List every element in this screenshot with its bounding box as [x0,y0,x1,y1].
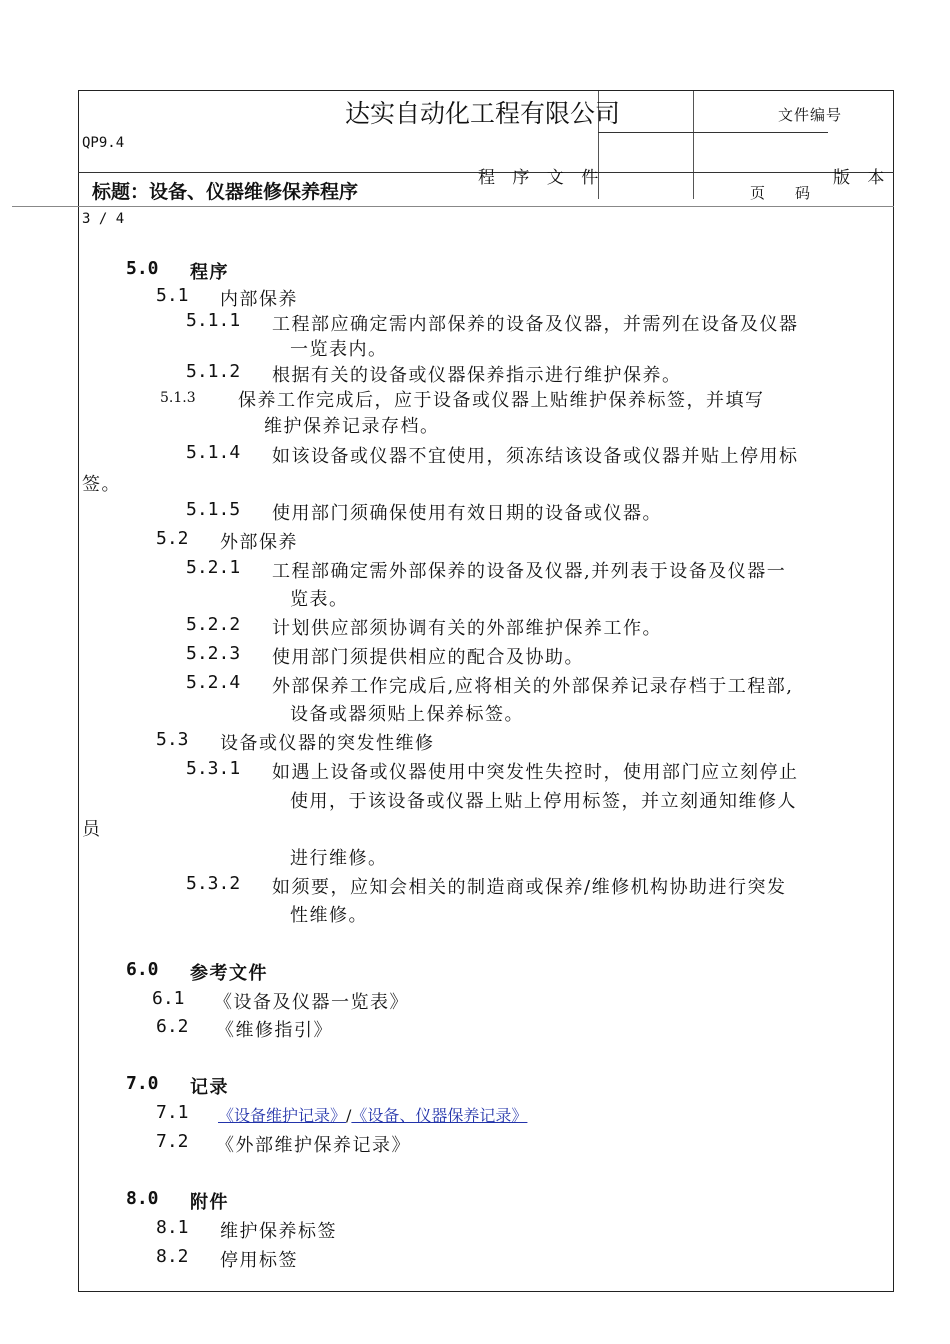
section-6-title: 参考文件 [190,963,268,984]
section-5-1-3-number: 5.1.3 [160,390,196,406]
section-8-1-number: 8.1 [156,1217,189,1238]
section-8-1-text: 维护保养标签 [220,1221,337,1242]
section-6-2-text: 《维修指引》 [216,1020,333,1041]
section-7-1-number: 7.1 [156,1102,189,1123]
version-label: 版 本 [833,168,891,188]
section-6-2-number: 6.2 [156,1016,189,1037]
section-5-1-1-line1: 工程部应确定需内部保养的设备及仪器，并需列在设备及仪器 [272,314,799,335]
section-6-1-text: 《设备及仪器一览表》 [214,992,409,1013]
section-5-2-title: 外部保养 [220,532,298,553]
section-8-title: 附件 [190,1192,229,1213]
section-5-2-1-number: 5.2.1 [186,557,241,578]
section-7-2-number: 7.2 [156,1131,189,1152]
section-5-3-1-line2: 使用，于该设备或仪器上贴上停用标签，并立刻通知维修人 [290,791,797,812]
section-5-title: 程序 [190,262,229,283]
section-5-1-3-line1: 保养工作完成后，应于设备或仪器上贴维护保养标签，并填写 [238,390,765,411]
section-5-3-1-number: 5.3.1 [186,758,241,779]
section-7-1-links [218,1103,527,1126]
section-5-1-title: 内部保养 [220,289,298,310]
section-5-3-1-line4: 进行维修。 [290,848,388,869]
link-separator: / [346,1106,352,1125]
section-8-2-text: 停用标签 [220,1250,298,1271]
section-5-2-3-number: 5.2.3 [186,643,241,664]
section-5-1-4-number: 5.1.4 [186,442,241,463]
section-5-1-5-text: 使用部门须确保使用有效日期的设备或仪器。 [272,503,662,524]
page-value: 3 / 4 [82,211,125,227]
section-5-number: 5.0 [126,258,159,279]
section-8-number: 8.0 [126,1188,159,1209]
section-5-1-2-text: 根据有关的设备或仪器保养指示进行维护保养。 [272,365,682,386]
section-5-2-3-text: 使用部门须提供相应的配合及协助。 [272,647,584,668]
section-5-1-3-line2: 维护保养记录存档。 [264,416,440,437]
section-5-2-2-number: 5.2.2 [186,614,241,635]
section-5-2-number: 5.2 [156,528,189,549]
section-7-2-text: 《外部维护保养记录》 [216,1135,411,1156]
section-5-3-title: 设备或仪器的突发性维修 [220,733,435,754]
section-5-2-1-line2: 览表。 [290,589,349,610]
doc-type: 程 序 文 件 [478,168,605,188]
section-5-2-2-text: 计划供应部须协调有关的外部维护保养工作。 [272,618,662,639]
doc-code: QP9.4 [82,135,125,151]
section-6-1-number: 6.1 [152,988,185,1009]
section-5-3-2-line2: 性维修。 [290,905,368,926]
doc-number-label: 文件编号 [778,106,843,124]
company-name: 达实自动化工程有限公司 [345,99,621,128]
section-5-1-5-number: 5.1.5 [186,499,241,520]
document-title: 标题：设备、仪器维修保养程序 [92,181,359,203]
header-rule-title-bottom [12,206,894,207]
section-5-2-4-number: 5.2.4 [186,672,241,693]
section-5-3-number: 5.3 [156,729,189,750]
section-5-1-1-line2: 一览表内。 [290,339,388,360]
section-5-1-4-line1: 如该设备或仪器不宜使用，须冻结该设备或仪器并贴上停用标 [272,446,799,467]
header-divider-2 [693,91,694,199]
section-8-2-number: 8.2 [156,1246,189,1267]
section-5-2-4-line2: 设备或器须贴上保养标签。 [290,704,524,725]
section-6-number: 6.0 [126,959,159,980]
section-5-1-4-line2: 签。 [82,474,121,495]
section-5-3-1-line1: 如遇上设备或仪器使用中突发性失控时，使用部门应立刻停止 [272,762,799,783]
equipment-instrument-maintenance-record-link[interactable]: 《设备、仪器保养记录》 [351,1106,528,1125]
section-5-1-1-number: 5.1.1 [186,310,241,331]
section-5-3-2-number: 5.3.2 [186,873,241,894]
section-5-3-2-line1: 如须要，应知会相关的制造商或保养/维修机构协助进行突发 [272,877,787,898]
header-rule-company [598,132,828,133]
section-5-2-4-line1: 外部保养工作完成后,应将相关的外部保养记录存档于工程部, [272,676,794,697]
section-5-2-1-line1: 工程部确定需外部保养的设备及仪器,并列表于设备及仪器一 [272,561,787,582]
section-7-title: 记录 [190,1077,229,1098]
section-7-number: 7.0 [126,1073,159,1094]
page-label: 页 码 [750,184,811,202]
equipment-maintenance-record-link[interactable]: 《设备维护记录》 [218,1106,347,1125]
section-5-3-1-line3: 员 [82,819,102,840]
section-5-1-number: 5.1 [156,285,189,306]
section-5-1-2-number: 5.1.2 [186,361,241,382]
